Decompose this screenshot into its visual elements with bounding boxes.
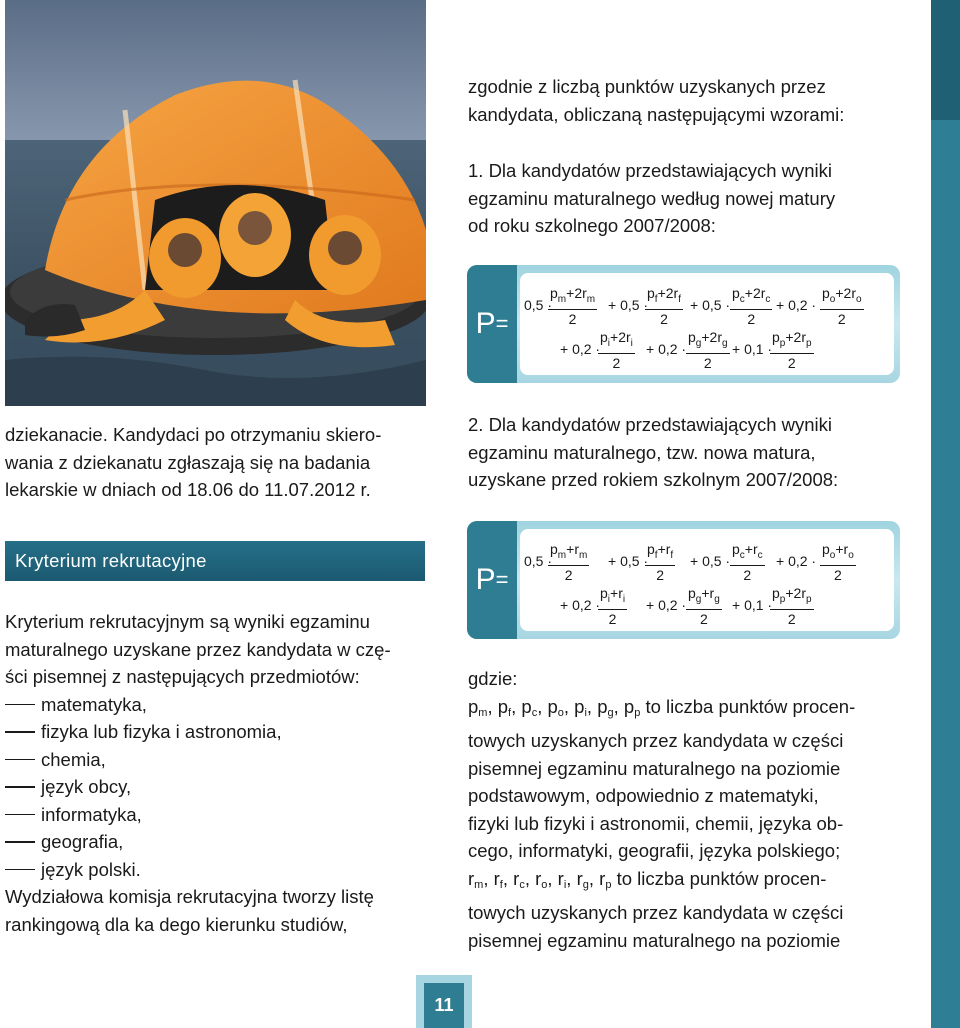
formula-fraction: $\frac{p_f+r_f}{2}$ <box>647 541 674 583</box>
formula-coefficient: + 0,1 · <box>732 341 773 357</box>
formula-coefficient: + 0,2 · <box>646 597 687 613</box>
formula-coefficient: + 0,5 · <box>608 297 649 313</box>
formula-fraction: $\frac{p_i+r_i}{2}$ <box>600 585 626 627</box>
text-line: gdzie: <box>468 668 518 689</box>
where-text <box>468 665 908 954</box>
formula-fraction: $\frac{p_c+r_c}{2}$ <box>732 541 763 583</box>
formula-fraction: $\frac{p_p+2r_p}{2}$ <box>772 585 812 627</box>
formula-coefficient: + 0,2 · <box>776 553 817 569</box>
photo-life-raft <box>5 0 426 406</box>
formula-coefficient: + 0,5 · <box>690 297 731 313</box>
page-number: 11 <box>434 995 454 1015</box>
text-line: rankingową dla ka dego kierunku studiów, <box>5 913 348 935</box>
formula-coefficient: + 0,5 · <box>608 553 649 569</box>
formula-fraction: $\frac{p_g+r_g}{2}$ <box>688 585 720 627</box>
formula-coefficient: + 0,2 · <box>560 597 601 613</box>
where-r-line: $r_m$, $r_f$, $r_c$, $r_o$, $r_i$, $r_g$, $r_p$ to liczba punktów procen- <box>468 867 827 891</box>
formula-coefficient: + 0,1 · <box>732 597 773 613</box>
formula-fraction: $\frac{p_i+2r_i}{2}$ <box>600 329 633 371</box>
formula-fraction: $\frac{p_f+2r_f}{2}$ <box>647 285 681 327</box>
item2-text <box>468 411 908 494</box>
text-line: towych uzyskanych przez kandydata w części <box>468 730 844 751</box>
list-item: fizyka lub fizyka i astronomia, <box>5 718 425 746</box>
formula-fraction: $\frac{p_p+2r_p}{2}$ <box>772 329 812 371</box>
formula-label: $P_=$ <box>467 265 517 383</box>
section-heading-bar <box>5 541 425 581</box>
list-item: matematyka, <box>5 691 425 719</box>
formula-fraction: $\frac{p_m+2r_m}{2}$ <box>550 285 596 327</box>
formula-coefficient: 0,5 · <box>524 297 553 313</box>
formula-body <box>520 273 894 375</box>
formula-fraction: $\frac{p_o+2r_o}{2}$ <box>822 285 862 327</box>
formula-coefficient: + 0,2 · <box>776 297 817 313</box>
text-line: ści pisemnej z następujących przedmiotów: <box>5 666 360 687</box>
where-p-line: $p_m$, $p_f$, $p_c$, $p_o$, $p_i$, $p_g$, $p_p$ to liczba punktów procen- <box>468 695 856 719</box>
criterion-text <box>5 608 425 938</box>
text-line: Kryterium rekrutacyjnym są wyniki egzaminu <box>5 611 370 632</box>
item1-text <box>468 157 908 240</box>
list-item: informatyka, <box>5 801 425 829</box>
text-line: wania z dziekanatu zgłaszają się na badania <box>5 451 371 473</box>
formula-coefficient: + 0,2 · <box>560 341 601 357</box>
text-line: pisemnej egzaminu maturalnego na poziomie <box>468 757 841 779</box>
formula-fraction: $\frac{p_g+2r_g}{2}$ <box>688 329 728 371</box>
list-item: chemia, <box>5 746 425 774</box>
section-heading: Kryterium rekrutacyjne <box>15 550 207 571</box>
right-intro-text <box>468 73 908 128</box>
formula-fraction: $\frac{p_c+2r_c}{2}$ <box>732 285 771 327</box>
text-line: maturalnego uzyskane przez kandydata w czę- <box>5 638 391 660</box>
text-line: towych uzyskanych przez kandydata w części <box>468 902 844 923</box>
text-line: podstawowym, odpowiednio z matematyki, <box>468 785 819 806</box>
formula-coefficient: 0,5 · <box>524 553 553 569</box>
text-line: egzaminu maturalnego według nowej matury <box>468 187 836 209</box>
formula-fraction: $\frac{p_m+r_m}{2}$ <box>550 541 588 583</box>
text-line: Wydziałowa komisja rekrutacyjna tworzy listę <box>5 886 374 907</box>
text-line: 1. Dla kandydatów przedstawiających wyniki <box>468 160 833 181</box>
text-line: pisemnej egzaminu maturalnego na poziomie <box>468 929 841 951</box>
formula-coefficient: + 0,5 · <box>690 553 731 569</box>
text-line: egzaminu maturalnego, tzw. nowa matura, <box>468 441 816 463</box>
text-line: od roku szkolnego 2007/2008: <box>468 215 716 236</box>
formula-box-2 <box>467 521 900 639</box>
page-edge-strip <box>931 0 960 1028</box>
left-top-text <box>5 421 425 504</box>
text-line: kandydata, obliczaną następującymi wzorami: <box>468 103 845 125</box>
formula-body <box>520 529 894 631</box>
text-line: lekarskie w dniach od 18.06 do 11.07.2012 r. <box>5 479 371 500</box>
formula-box-1 <box>467 265 900 383</box>
list-item: język obcy, <box>5 773 425 801</box>
text-line: dziekanacie. Kandydaci po otrzymaniu skiero- <box>5 424 382 445</box>
text-line: uzyskane przed rokiem szkolnym 2007/2008: <box>468 469 839 490</box>
page-number-box <box>416 975 472 1028</box>
text-line: fizyki lub fizyki i astronomii, chemii, języka ob- <box>468 812 844 834</box>
text-line: cego, informatyki, geografii, języka polskiego; <box>468 840 841 861</box>
subjects-list <box>5 691 425 884</box>
formula-fraction: $\frac{p_o+r_o}{2}$ <box>822 541 854 583</box>
text-line: zgodnie z liczbą punktów uzyskanych przez <box>468 76 826 97</box>
formula-label: $P_=$ <box>467 521 517 639</box>
list-item: język polski. <box>5 856 425 884</box>
list-item: geografia, <box>5 828 425 856</box>
text-line: 2. Dla kandydatów przedstawiających wyniki <box>468 414 833 435</box>
formula-coefficient: + 0,2 · <box>646 341 687 357</box>
